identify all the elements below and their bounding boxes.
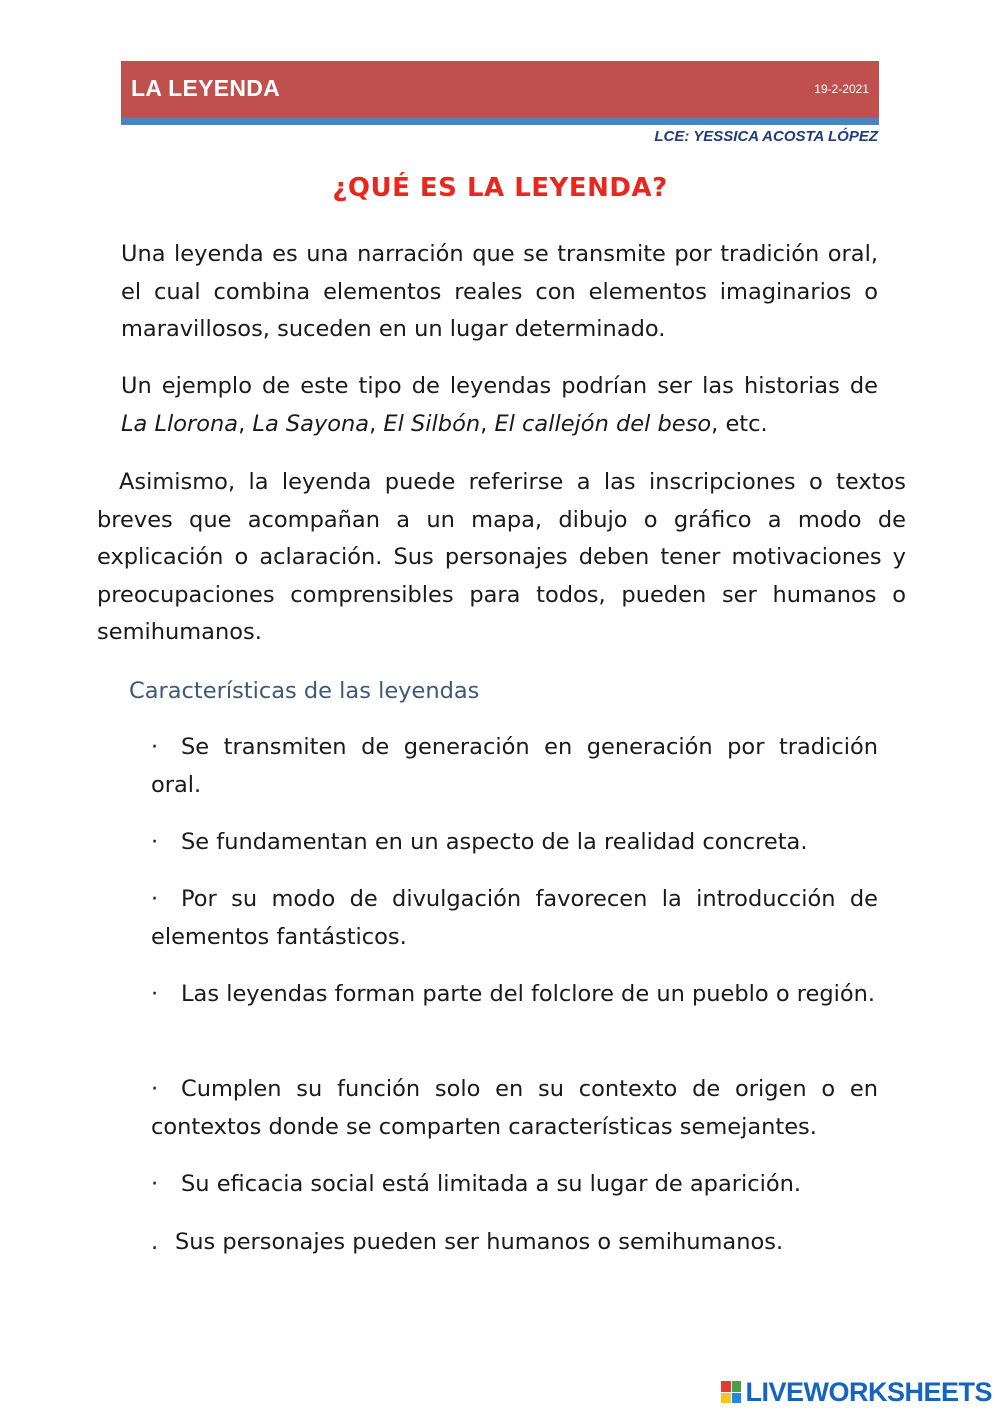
list-item: . Sus personajes pueden ser humanos o semihumanos.	[151, 1224, 878, 1262]
bullet-marker: ·	[151, 886, 159, 912]
examples-suffix: , etc.	[711, 410, 768, 437]
bullet-marker: .	[151, 1229, 159, 1255]
header-title: LA LEYENDA	[131, 75, 281, 101]
bullet-marker: ·	[151, 1076, 159, 1102]
example-la-llorona: La Llorona	[121, 410, 239, 437]
characteristics-heading: Características de las leyendas	[129, 678, 480, 704]
bullet-marker: ·	[151, 1171, 159, 1197]
example-la-sayona: La Sayona	[252, 410, 370, 437]
examples-prefix: Un ejemplo de este tipo de leyendas podrían ser las historias de	[121, 373, 878, 399]
liveworksheets-logo-text: LIVEWORKSHEETS	[745, 1376, 992, 1407]
list-item: · Cumplen su función solo en su contexto de origen o en contextos donde se comparten características semejantes.	[151, 1071, 878, 1146]
header-divider	[121, 118, 879, 125]
page-title: ¿QUÉ ES LA LEYENDA?	[332, 173, 668, 203]
author-line: LCE: YESSICA ACOSTA LÓPEZ	[654, 128, 878, 145]
list-item: · Por su modo de divulgación favorecen la introducción de elementos fantásticos.	[151, 881, 878, 956]
list-item: · Se transmiten de generación en generación por tradición oral.	[151, 729, 878, 804]
intro-paragraph-definition: Una leyenda es una narración que se transmite por tradición oral, el cual combina elementos reales con elementos imaginarios o maravillosos, suceden en un lugar determinado.	[121, 241, 878, 342]
bullet-marker: ·	[151, 734, 159, 760]
header-bar	[121, 61, 879, 118]
list-item: · Se fundamentan en un aspecto de la realidad concreta.	[151, 824, 878, 862]
liveworksheets-logo	[721, 1375, 992, 1409]
list-item: · Su eficacia social está limitada a su lugar de aparición.	[151, 1166, 878, 1204]
liveworksheets-logo-icon	[721, 1381, 741, 1403]
header-date: 19-2-2021	[814, 82, 869, 96]
intro-paragraph-examples: Un ejemplo de este tipo de leyendas podrían ser las historias de La Llorona, La Sayona, El Silbón, El callejón del beso, etc.	[121, 373, 878, 437]
intro-paragraph-asimismo: Asimismo, la leyenda puede referirse a las inscripciones o textos breves que acompañan a un mapa, dibujo o gráfico a modo de explicación o aclaración. Sus personajes deben tener motivaciones y preocupaciones comprensibles para todos, pueden ser humanos o semihumanos.	[97, 469, 906, 645]
bullet-marker: ·	[151, 829, 159, 855]
list-item: · Las leyendas forman parte del folclore de un pueblo o región.	[151, 976, 878, 1014]
example-el-silbon: El Silbón	[383, 410, 481, 437]
bullet-marker: ·	[151, 981, 159, 1007]
example-el-callejon-del-beso: El callejón del beso	[494, 410, 712, 437]
